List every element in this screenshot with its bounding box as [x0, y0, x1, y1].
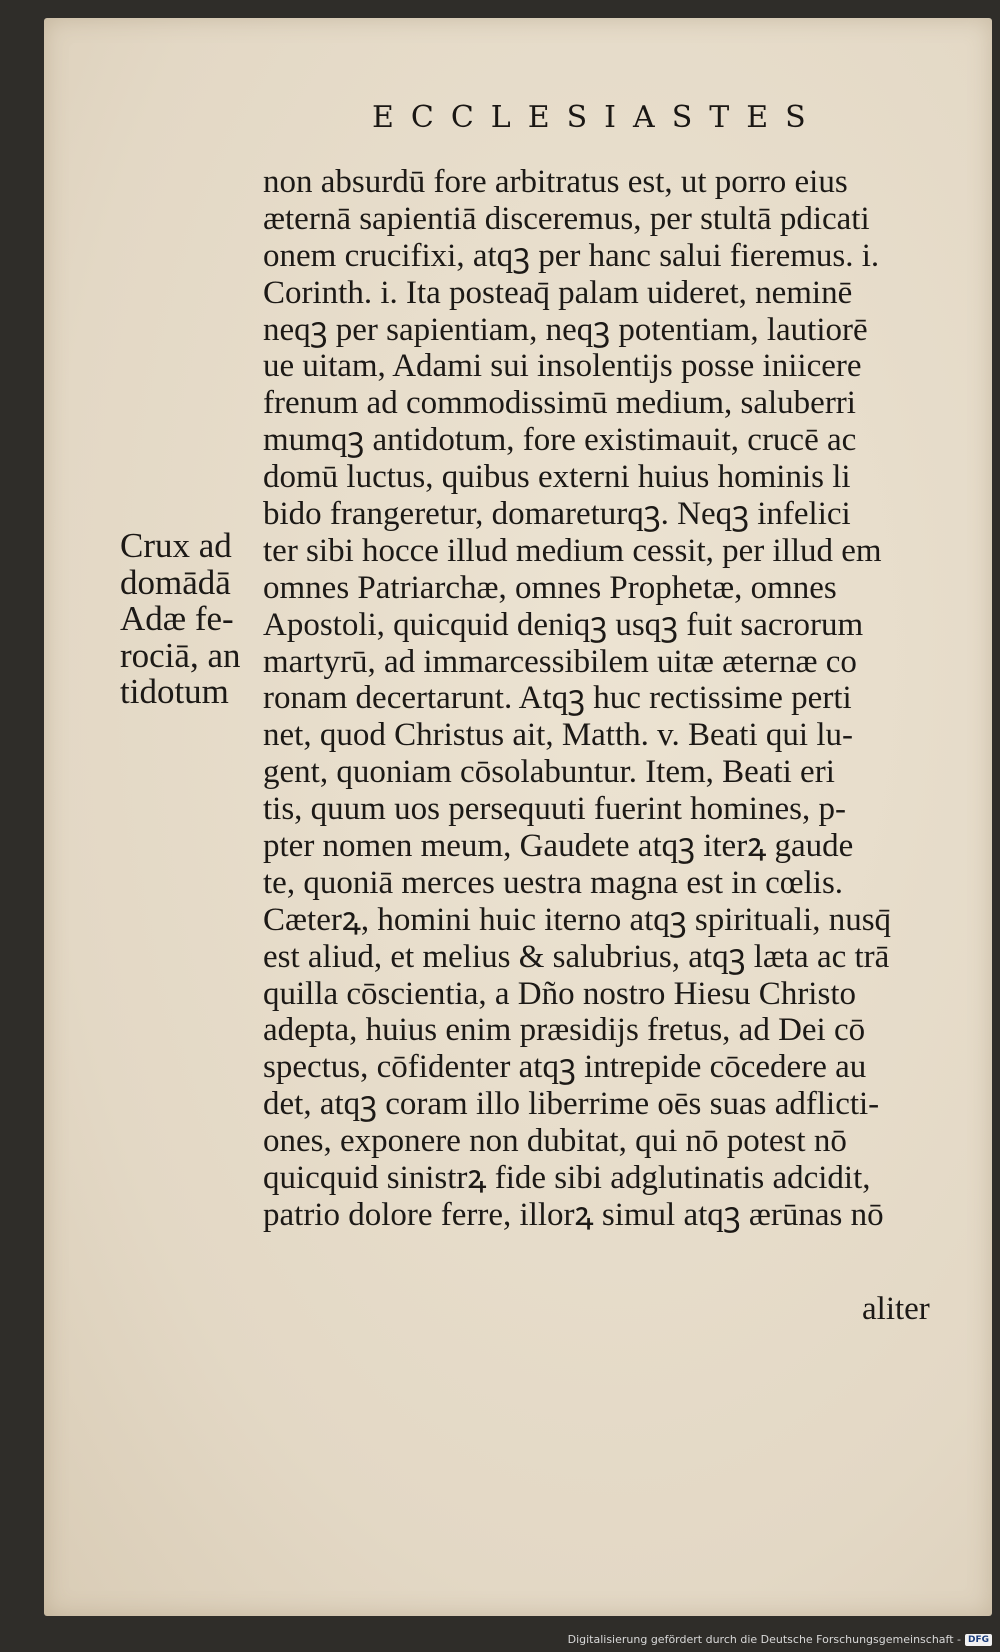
text-line: domū luctus, quibus externi huius hominis li: [263, 459, 851, 496]
text-line: net, quod Christus ait, Matth. v. Beati qui lu-: [263, 717, 853, 754]
text-line: mumqꝫ antidotum, fore existimauit, crucē ac: [263, 422, 857, 459]
text-line: ue uitam, Adami sui insolentijs posse iniicere: [263, 348, 862, 385]
text-line: Apostoli, quicquid deniqꝫ usqꝫ fuit sacrorum: [263, 606, 864, 643]
text-line: bido frangeretur, domareturqꝫ. Neqꝫ infelici: [263, 496, 851, 533]
text-line: spectus, cōfidenter atqꝫ intrepide cōcedere au: [263, 1049, 867, 1086]
text-line: martyrū, ad immarcessibilem uitæ æternæ co: [263, 643, 857, 680]
text-line: adepta, huius enim præsidijs fretus, ad Dei cō: [263, 1012, 866, 1049]
text-line: Corinth. i. Ita posteaq̄ palam uideret, neminē: [263, 274, 853, 311]
running-head: ECCLESIASTES: [372, 100, 823, 135]
text-line: det, atqꝫ coram illo liberrime oēs suas adflicti-: [263, 1086, 880, 1123]
digitization-footer: [568, 1633, 992, 1646]
text-line: pter nomen meum, Gaudete atqꝫ iterꝝ gaude: [263, 828, 854, 865]
text-line: quicquid sinistrꝝ fide sibi adglutinatis adcidit,: [263, 1160, 871, 1197]
text-line: patrio dolore ferre, illorꝝ simul atqꝫ ærūnas nō: [263, 1196, 884, 1233]
text-line: quilla cōscientia, a Dño nostro Hiesu Christo: [263, 975, 856, 1012]
text-line: te, quoniā merces uestra magna est in cœlis.: [263, 864, 844, 901]
margin-note: [120, 528, 260, 711]
text-line: est aliud, et melius & salubrius, atqꝫ læta ac trā: [263, 938, 890, 975]
margin-note-line: rociā, an: [120, 635, 241, 675]
text-line: frenum ad commodissimū medium, saluberri: [263, 385, 856, 422]
margin-note-line: Adæ fe-: [120, 599, 234, 638]
margin-note-line: tidotum: [120, 672, 229, 711]
text-line: tis, quum uos persequuti fuerint homines, p-: [263, 791, 846, 828]
catchword: aliter: [862, 1291, 930, 1327]
margin-note-line: domādā: [120, 562, 231, 602]
text-line: Cæterꝝ, homini huic iterno atqꝫ spirituali, nusq̄: [263, 901, 892, 938]
text-line: omnes Patriarchæ, omnes Prophetæ, omnes: [263, 569, 837, 606]
text-line: neqꝫ per sapientiam, neqꝫ potentiam, lautiorē: [263, 311, 868, 348]
text-line: onem crucifixi, atqꝫ per hanc salui fieremus. i.: [263, 237, 880, 274]
dfg-logo: DFG: [965, 1634, 992, 1646]
margin-note-line: Crux ad: [120, 526, 232, 565]
footer-text: Digitalisierung gefördert durch die Deutsche Forschungsgemeinschaft -: [567, 1633, 961, 1646]
text-line: ronam decertarunt. Atqꝫ huc rectissime perti: [263, 680, 852, 717]
body-text: [263, 164, 953, 1234]
text-line: ones, exponere non dubitat, qui nō potest nō: [263, 1123, 847, 1160]
text-line: gent, quoniam cōsolabuntur. Item, Beati eri: [263, 754, 835, 791]
text-line: non absurdū fore arbitratus est, ut porro eius: [263, 164, 848, 200]
text-line: ter sibi hocce illud medium cessit, per illud em: [263, 532, 882, 569]
text-line: æternā sapientiā disceremus, per stultā pdicati: [263, 200, 870, 237]
